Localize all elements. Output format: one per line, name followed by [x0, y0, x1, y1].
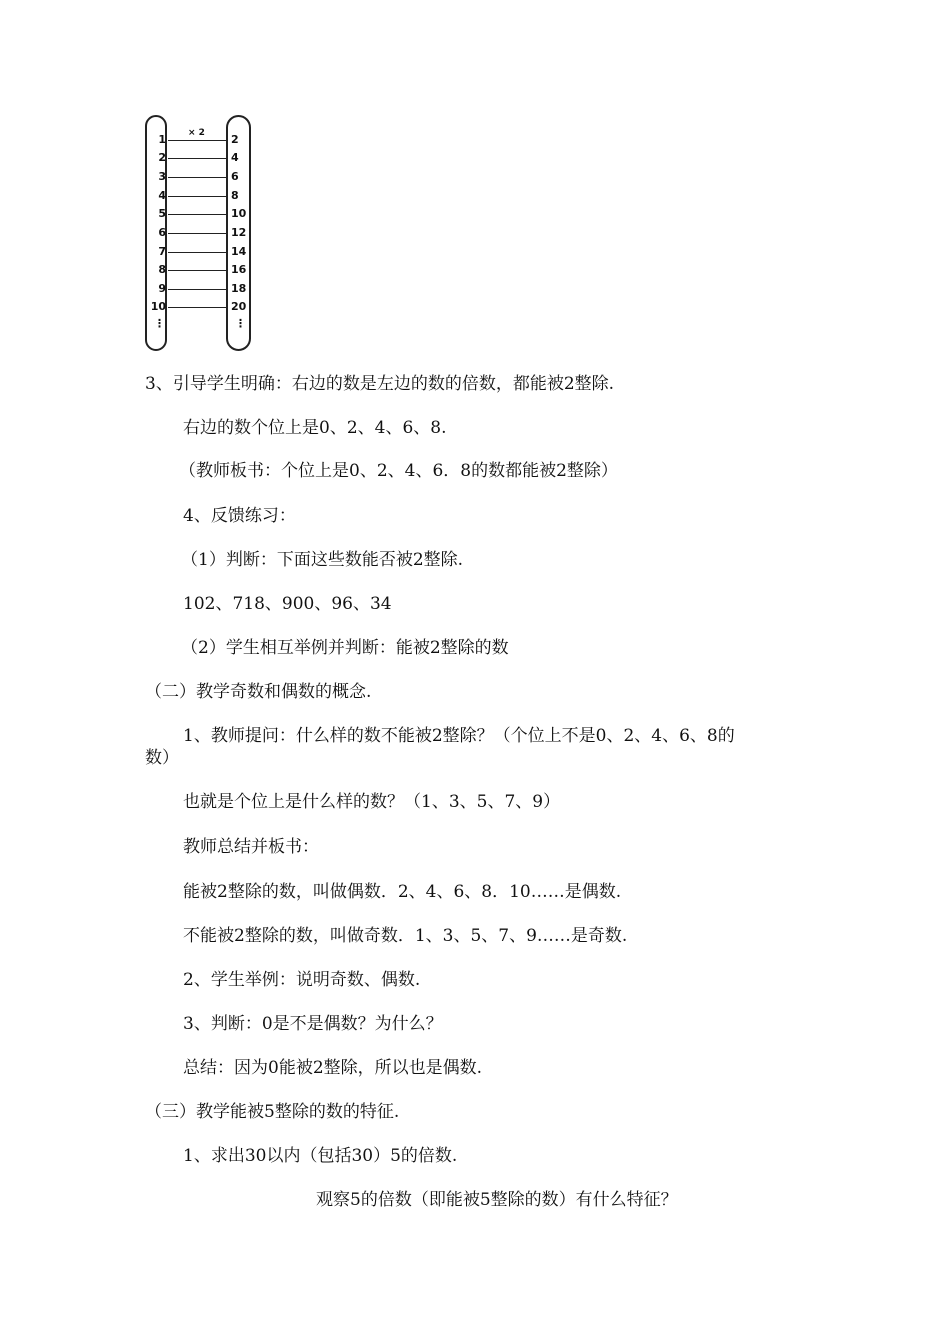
paragraph-line: 观察5的倍数（即能被5整除的数）有什么特征？ [316, 1190, 678, 1210]
ladder-right-number: 20 [231, 300, 247, 313]
paragraph-line: （三）教学能被5整除的数的特征. [145, 1102, 400, 1122]
ladder-rung [168, 233, 226, 234]
ladder-rung [168, 140, 226, 141]
ladder-right-number: 6 [231, 170, 239, 183]
paragraph-line: （教师板书：个位上是0、2、4、6．8的数都能被2整除） [179, 461, 618, 481]
ladder-left-number: 8 [158, 263, 166, 276]
paragraph-line: 102、718、900、96、34 [183, 594, 392, 614]
ladder-right-number: 18 [231, 282, 247, 295]
operator-label: × 2 [188, 128, 205, 138]
paragraph-line: 总结：因为0能被2整除，所以也是偶数. [183, 1058, 483, 1078]
paragraph-line: 4、反馈练习： [183, 506, 296, 526]
paragraph-line: 3、判断：0是不是偶数？为什么？ [183, 1014, 443, 1034]
ladder-left-number: 7 [158, 245, 166, 258]
ladder-right-number: 14 [231, 245, 247, 258]
paragraph-line: 右边的数个位上是0、2、4、6、8. [183, 418, 447, 438]
paragraph-line: 3、引导学生明确：右边的数是左边的数的倍数，都能被2整除. [145, 374, 615, 394]
ladder-rung [168, 307, 226, 308]
paragraph-line: 教师总结并板书： [183, 837, 319, 857]
ladder-left-number: 3 [158, 170, 166, 183]
paragraph-line: 1、教师提问：什么样的数不能被2整除？（个位上不是0、2、4、6、8的 [183, 726, 735, 746]
paragraph-line: 不能被2整除的数，叫做奇数．1、3、5、7、9……是奇数. [183, 926, 628, 946]
paragraph-line: （1）判断：下面这些数能否被2整除. [181, 550, 464, 570]
ladder-right-number: 12 [231, 226, 247, 239]
paragraph-line: （2）学生相互举例并判断：能被2整除的数 [181, 638, 509, 658]
paragraph-line: 1、求出30以内（包括30）5的倍数. [183, 1146, 458, 1166]
ladder-left-number: 9 [158, 282, 166, 295]
ladder-left-number: 6 [158, 226, 166, 239]
paragraph-line: 数） [145, 748, 179, 768]
ladder-right-number: 8 [231, 189, 239, 202]
ladder-left-number: 1 [158, 133, 166, 146]
ladder-rung [168, 252, 226, 253]
continuation-dots: ⋮ [154, 317, 165, 330]
ladder-rung [168, 177, 226, 178]
ladder-left-number: 5 [158, 207, 166, 220]
ladder-rung [168, 158, 226, 159]
ladder-rung [168, 214, 226, 215]
multiply-by-two-ladder-diagram [140, 110, 260, 355]
ladder-right-number: 10 [231, 207, 247, 220]
ladder-left-number: 4 [158, 189, 166, 202]
ladder-rung [168, 196, 226, 197]
ladder-right-number: 16 [231, 263, 247, 276]
paragraph-line: 2、学生举例：说明奇数、偶数. [183, 970, 421, 990]
ladder-right-number: 4 [231, 151, 239, 164]
paragraph-line: 也就是个位上是什么样的数？（1、3、5、7、9） [183, 792, 561, 812]
paragraph-line: （二）教学奇数和偶数的概念. [145, 682, 372, 702]
ladder-rung [168, 289, 226, 290]
continuation-dots: ⋮ [235, 317, 246, 330]
ladder-right-number: 2 [231, 133, 239, 146]
paragraph-line: 能被2整除的数，叫做偶数．2、4、6、8．10……是偶数. [183, 882, 622, 902]
ladder-left-number: 2 [158, 151, 166, 164]
ladder-rung [168, 270, 226, 271]
ladder-left-number: 10 [150, 300, 166, 313]
